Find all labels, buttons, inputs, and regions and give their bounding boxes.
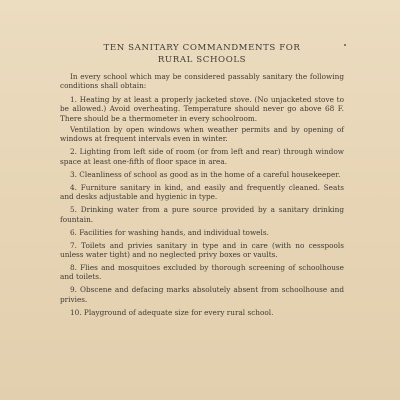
title-line-1: TEN SANITARY COMMANDMENTS FOR xyxy=(103,43,301,53)
commandment-2-lighting: 2. Lighting from left side of room (or from left and rear) through window space at least one-fifth of floor space in area. xyxy=(60,147,344,166)
commandment-9-marks: 9. Obscene and defacing marks absolutely absent from schoolhouse and privies. xyxy=(60,285,344,304)
commandment-6-washing: 6. Facilities for washing hands, and individual towels. xyxy=(70,227,269,237)
commandment-8-flies: 8. Flies and mosquitoes excluded by thorough screening of schoolhouse and toilets. xyxy=(60,263,344,282)
commandment-4-furniture: 4. Furniture sanitary in kind, and easily and frequently cleaned. Seats and desks adjustable and hygienic in type. xyxy=(60,182,344,202)
commandment-3-cleanliness: 3. Cleanliness of school as good as in the home of a careful housekeeper. xyxy=(70,169,341,179)
commandment-10-playground: 10. Playground of adequate size for every rural school. xyxy=(70,307,274,317)
commandment-5-drinking-water: 5. Drinking water from a pure source provided by a sanitary drinking fountain. xyxy=(60,205,344,224)
title-line-2: RURAL SCHOOLS xyxy=(157,55,247,65)
commandment-7-toilets: 7. Toilets and privies sanitary in type and in care (with no cesspools unless water tight) and no neglected privy boxes or vaults. xyxy=(60,240,344,260)
commandment-1-heating: 1. Heating by at least a properly jacketed stove. (No unjacketed stove to be allowed.) Avoid overheating. Temperature should never go above 68 F. There should be a thermometer in every schoolroom. xyxy=(60,94,344,123)
intro-paragraph: In every school which may be considered passably sanitary the following conditions shall obtain: xyxy=(60,72,344,91)
commandment-1-ventilation: Ventilation by open windows when weather permits and by opening of windows at frequent intervals even in winter. xyxy=(60,125,344,144)
document-title xyxy=(60,42,344,66)
paper-speck xyxy=(344,44,346,46)
